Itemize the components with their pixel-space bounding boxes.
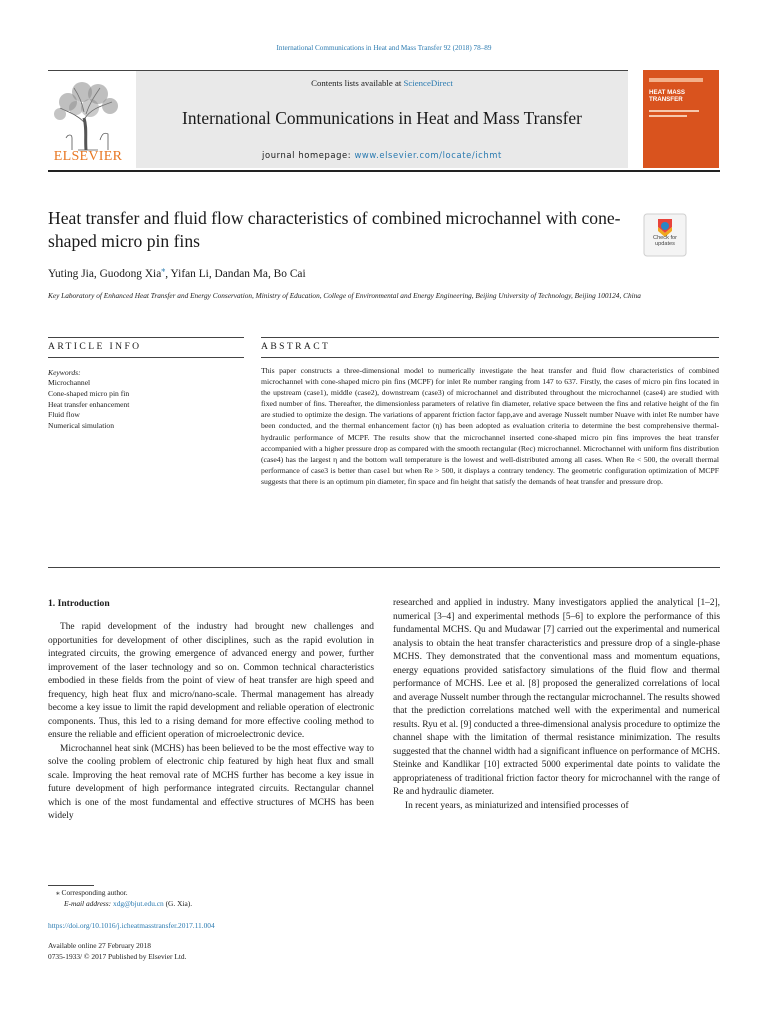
doi-link[interactable]: https://doi.org/10.1016/j.icheatmasstransfer.2017.11.004 (48, 921, 215, 930)
check-for-updates-label: Check for updates (653, 235, 677, 247)
email-link[interactable]: xdg@bjut.edu.cn (113, 899, 164, 908)
authors-rest: , Yifan Li, Dandan Ma, Bo Cai (165, 267, 306, 280)
journal-homepage-line (136, 150, 628, 160)
copyright-line: 0735-1933/ © 2017 Published by Elsevier Ltd. (48, 951, 187, 961)
cover-top-bar (649, 78, 703, 82)
authors-first: Yuting Jia, Guodong Xia (48, 267, 162, 280)
keyword-item: Fluid flow (48, 410, 80, 420)
article-info-heading: ARTICLE INFO (48, 341, 142, 352)
keyword-item: Heat transfer enhancement (48, 399, 130, 409)
email-label: E-mail address: (64, 899, 113, 908)
author-affiliation: Key Laboratory of Enhanced Heat Transfer and Energy Conservation, Ministry of Education, College of Environmental and Energy Engineering, Beijing University of Technology, Beijing 100124, China (48, 291, 641, 300)
author-list (48, 265, 306, 280)
info-sub-rule (48, 357, 244, 358)
body-paragraph: Microchannel heat sink (MCHS) has been believed to be the most effective way to solve the cooling problem of electronic chip featured by high heat flux and small scale. Improving the heat removal rate of MCHS further has become a key issue in future development of high performance integrated circuits. Rectangular channel which is one of the most fundamental and effective structures of MCHS has been widely (48, 743, 374, 821)
available-online-date: Available online 27 February 2018 (48, 941, 151, 950)
homepage-link[interactable]: www.elsevier.com/locate/ichmt (354, 150, 502, 160)
keywords-label: Keywords: (48, 368, 81, 377)
keywords-list (48, 378, 129, 432)
introduction-heading: 1. Introduction (48, 598, 110, 609)
journal-citation-link[interactable]: International Communications in Heat and Mass Transfer 92 (2018) 78–89 (276, 44, 492, 52)
cover-subline (649, 115, 687, 117)
publisher-logo-text: ELSEVIER (53, 149, 123, 164)
corresponding-author-note: ⁎ Corresponding author. (56, 888, 128, 897)
journal-masthead (48, 70, 628, 168)
masthead-bottom-rule (48, 170, 720, 172)
body-paragraph: In recent years, as miniaturized and intensified processes of (405, 800, 629, 811)
contents-line (136, 78, 628, 88)
keyword-item: Microchannel (48, 378, 91, 387)
corresponding-author-marker[interactable]: ⁎ (161, 265, 166, 274)
keyword-item: Numerical simulation (48, 421, 115, 431)
abstract-heading: ABSTRACT (261, 341, 331, 352)
homepage-prefix: journal homepage: (262, 150, 355, 160)
footnote-rule (48, 885, 94, 886)
email-line (64, 899, 192, 910)
body-right-column (393, 597, 720, 813)
info-top-rule (48, 337, 244, 338)
abstract-text: This paper constructs a three-dimensional model to numerically investigate the heat transfer and fluid flow characteristics of combined microchannel with cone-shaped micro pin fins (MCPF) for inlet Re number ranging from 147 to 637. Firstly, the cases of micro pin fins located in the upstream (case1), middle (case2), downstream (case3) of microchannel and distributed throughout the microchannel (case4) are studied with fixed number of fins. Thereafter, the dimensionless parameters of relative fin diameter, relative space between the fins and relative height of the fin are studied to optimize the design. The variations of apparent friction factor fapp,ave and average Nusselt number Nuave with inlet Re number have been conducted, and the thermal enhancement factor (η) has been adopted as evaluation criteria to determine the best comprehensive thermal-hydraulic performance of MCPF. The results show that the microchannel inserted cone-shaped micro pin fins improves the heat transfer accompanied with a higher pressure drop as compared with the smooth rectangular (Rec) microchannel. Microchannel with uniform fins distribution (case4) has the largest η and the bottom wall temperature is the lowest and well-distributed among all cases. When Re < 500, the overall thermal performance of case3 is better than case1 but when Re > 500, it displays a contrary tendency. The geometric configuration optimization of MCPF suggests that there is an optimum pin diameter, fin space and fin height that satisfy the demands of heat transfer and pressure drop. (261, 366, 719, 486)
article-title: Heat transfer and fluid flow characteristics of combined microchannel with cone-shaped micro pin fins (48, 208, 621, 251)
cover-subline (649, 110, 699, 112)
cover-title: HEAT MASS TRANSFER (649, 89, 685, 103)
publication-info (48, 941, 186, 962)
contents-prefix: Contents lists available at (311, 78, 404, 88)
abstract-bottom-rule (48, 567, 720, 568)
journal-cover-image (643, 70, 719, 168)
body-paragraph: researched and applied in industry. Many investigators applied the analytical [1–2], numerical [3–4] and experimental methods [5–6] to explore the performance of this fundamental MCHS. Qu and Mudawar [7] carried out the experimental and numerical analysis to obtain the heat transfer characteristics and pressure drop of a single-phase MCHS. They demonstrated that the conventional mass and momentum equations, energy equations provided satisfactory simulations of the fluid flow and thermal performance of MCHS. Lee et al. [8] proposed the generalized correlations of local and average Nusselt number through the rectangular microchannel. The results showed that the prediction correlations matched well with the experimental and numerical results. Ryu et al. [9] conducted a three-dimensional analysis procedure to optimize the channel shape with the limitation of thermal resistance minimization. The results suggested that the channel width had a significant influence on performance of MCHS. Steinke and Kandlikar [10] extracted 5000 experimental date points to validate the appropriateness of traditional friction factor theory for microchannel with the range of Re and hydraulic diameter. (393, 598, 720, 797)
sciencedirect-link[interactable]: ScienceDirect (403, 78, 453, 88)
body-paragraph: The rapid development of the industry had brought new challenges and opportunities for development of other disciplines, such as the rapid evolution in integrated circuits, the growing emergence of advanced energy and power, further improvement of the laser technology and so on. Common technical characteristics embodied in these fields from the point of view of heat transfer are high speed and frequency, high heat flux and micro/nano-scale. Thermal management has already become a key issue to limit the rapid development and reliable operation of electronic components. Thus, this led to a rising demand for more effective cooling method to ensure the reliable and efficient operation of microelectronic device. (48, 622, 374, 740)
keyword-item: Cone-shaped micro pin fin (48, 388, 130, 398)
abstract-top-rule (261, 337, 719, 338)
masthead-top-rule (48, 70, 628, 71)
journal-title: International Communications in Heat and Mass Transfer (182, 108, 582, 128)
abstract-sub-rule (261, 357, 719, 358)
email-suffix: (G. Xia). (163, 899, 193, 908)
body-left-column (48, 621, 374, 824)
